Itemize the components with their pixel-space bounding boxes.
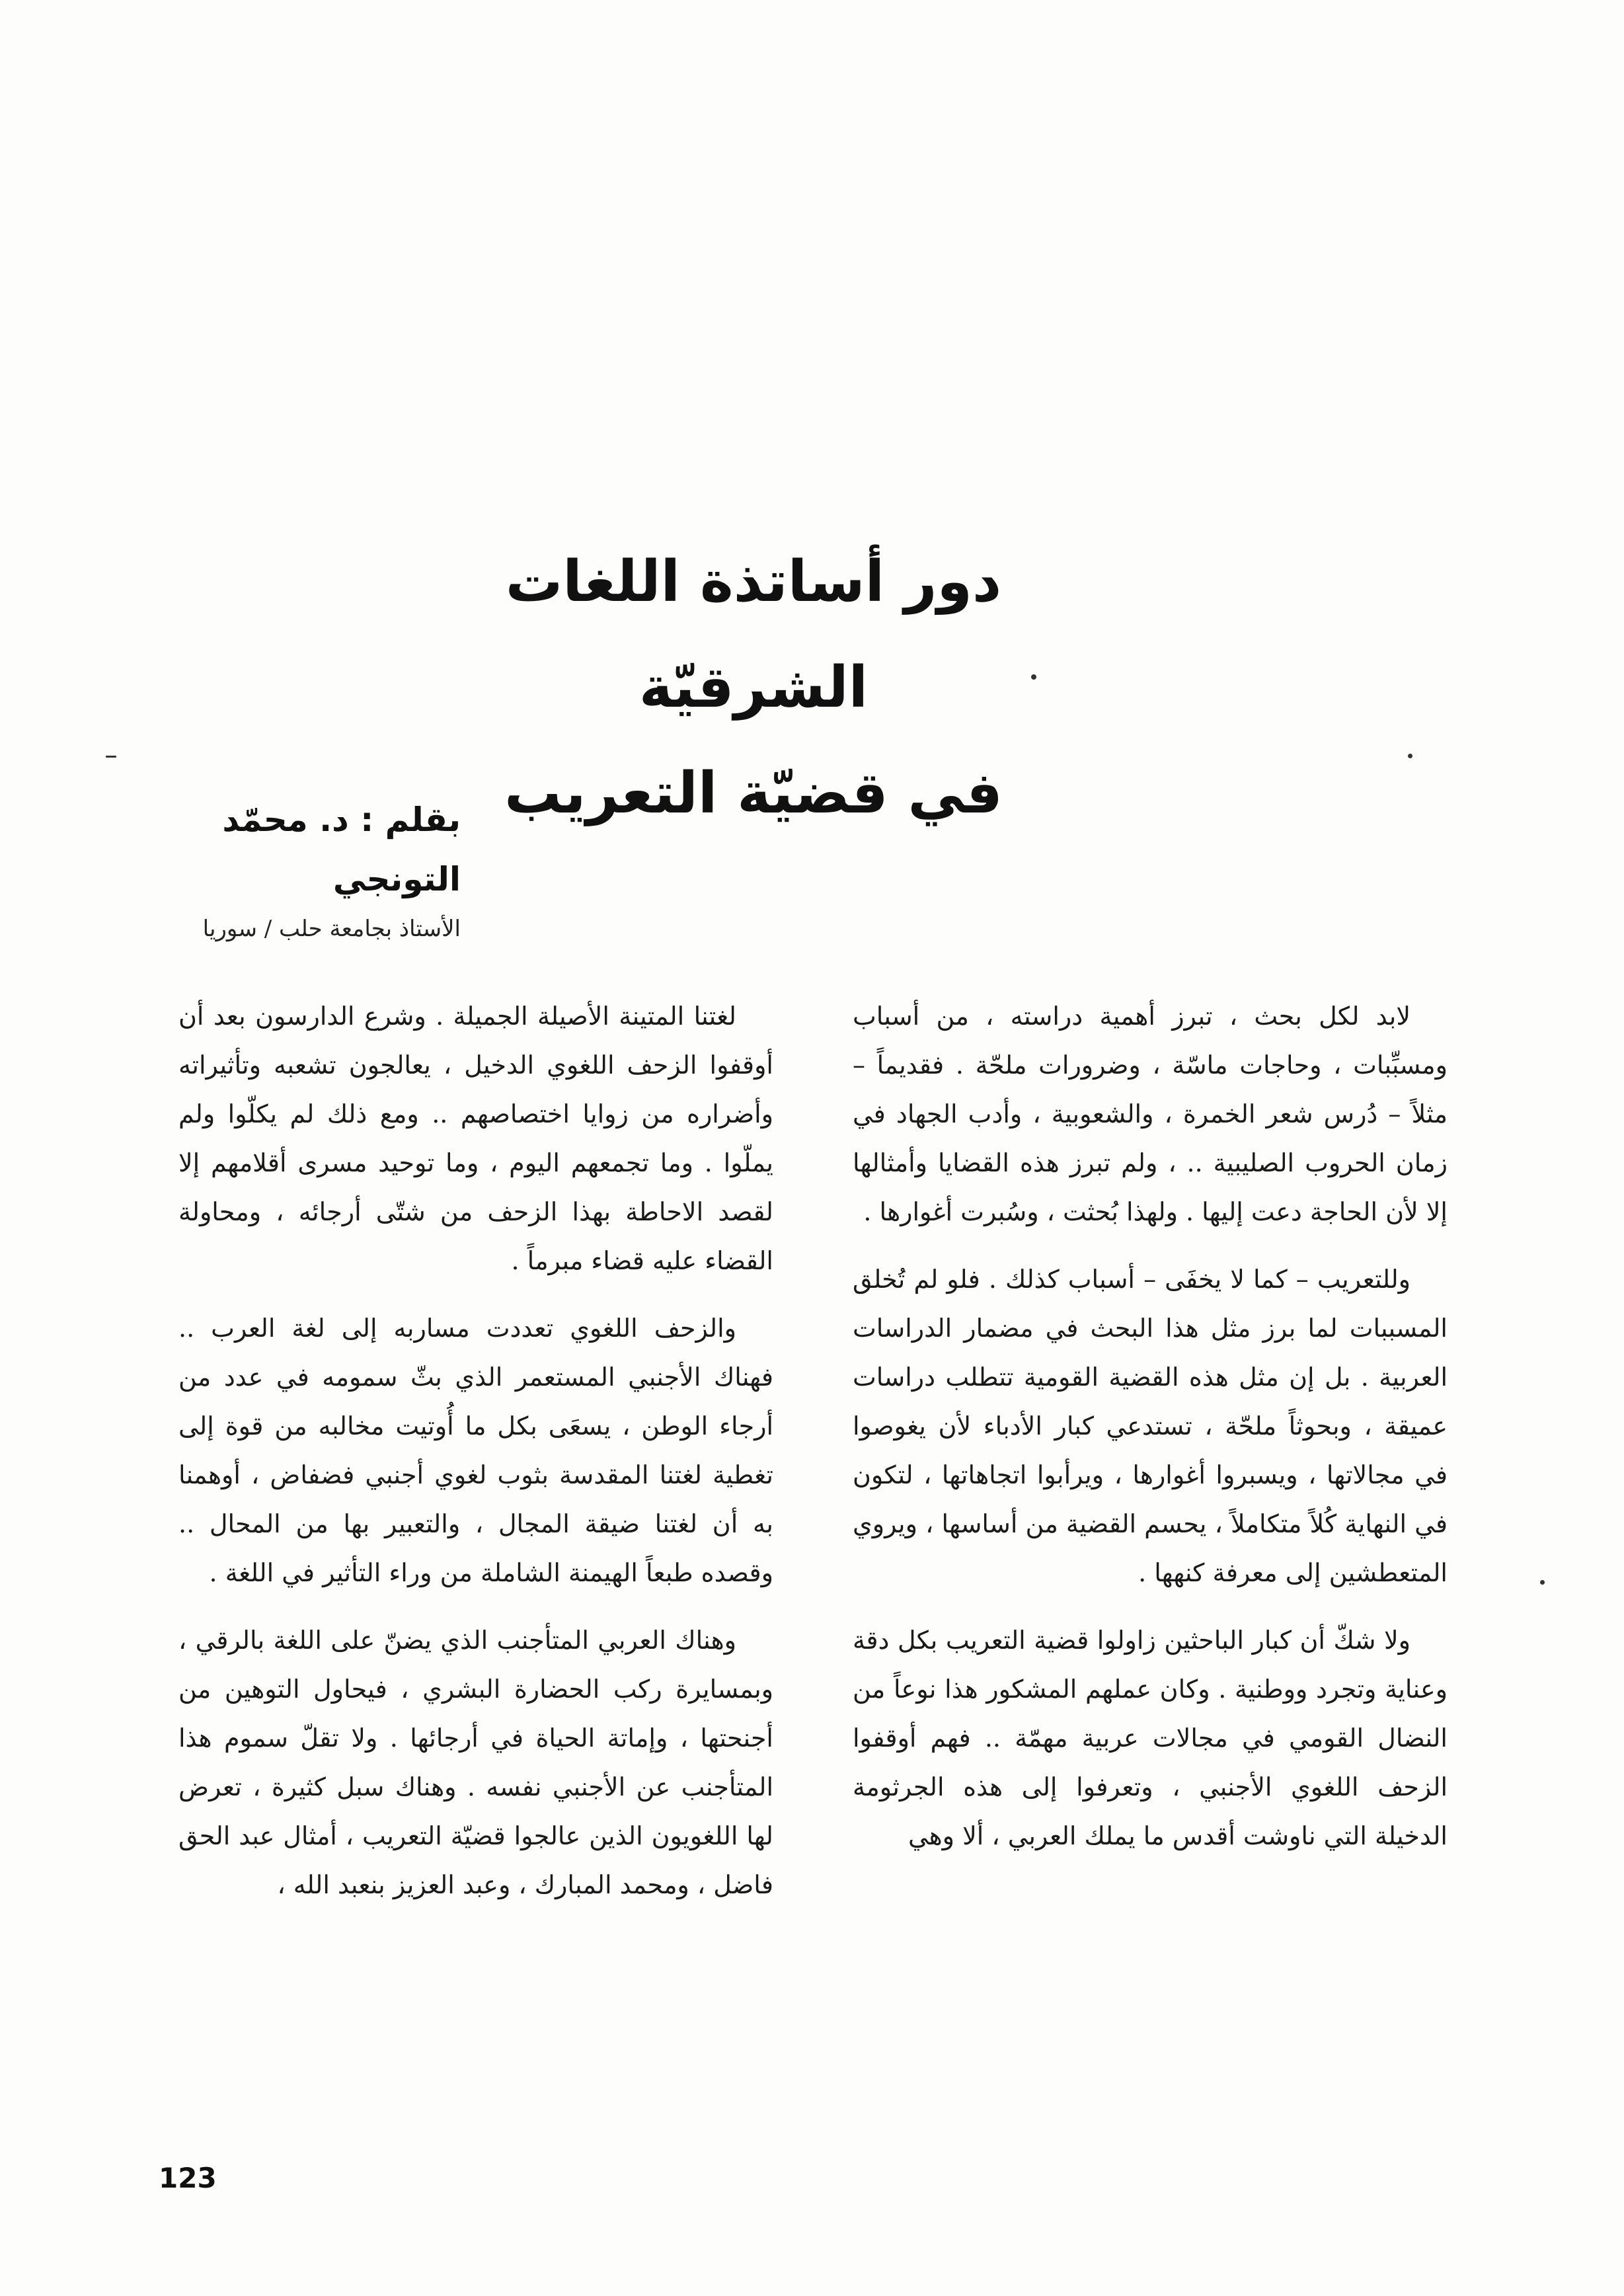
scan-speck xyxy=(106,756,116,758)
title-line-1: دور أساتذة اللغات الشرقيّة xyxy=(505,549,1002,721)
page-number: 123 xyxy=(159,2162,217,2194)
title-line-2: في قضيّة التعريب xyxy=(504,760,1003,826)
text-column-right xyxy=(853,992,1448,1879)
paragraph: وللتعريب – كما لا يخفَى – أسباب كذلك . فلو لم تُخلق المسببات لما برز مثل هذا البحث في مضمار الدراسات العربية . بل إن مثل هذه القضية القومية تتطلب دراسات عميقة ، وبحوثاً ملحّة ، تستدعي كبار الأدباء لأن يغوصوا في مجالاتها ، ويسبروا أغوارها ، ويرأبوا اتجاهاتها ، لتكون في النهاية كُلاً متكاملاً ، يحسم القضية من أساسها ، ويروي المتعطشين إلى معرفة كنهها . xyxy=(853,1265,1448,1587)
scan-speck xyxy=(1408,754,1412,758)
author-name: بقلم : د. محمّد التونجي xyxy=(222,801,461,898)
article-title xyxy=(397,529,1110,846)
scan-speck xyxy=(1540,1580,1545,1585)
text-column-left xyxy=(178,992,773,1928)
paragraph: لغتنا المتينة الأصيلة الجميلة . وشرع الدارسون بعد أن أوقفوا الزحف اللغوي الدخيل ، يعالجون تشعبه وتأثيراته وأضراره من زوايا اختصاصهم .. ومع ذلك لم يكلّوا ولم يملّوا . وما تجمعهم اليوم ، وما توحيد مسرى أقلامهم إلا لقصد الاحاطة بهذا الزحف من شتّى أرجائه ، ومحاولة القضاء عليه قضاء مبرماً . xyxy=(178,1002,773,1275)
byline xyxy=(117,790,461,949)
paragraph: ولا شكّ أن كبار الباحثين زاولوا قضية التعريب بكل دقة وعناية وتجرد ووطنية . وكان عملهم المشكور هذا نوعاً من النضال القومي في مجالات عربية مهمّة .. فهم أوقفوا الزحف اللغوي الأجنبي ، وتعرفوا إلى هذه الجرثومة الدخيلة التي ناوشت أقدس ما يملك العربي ، ألا وهي xyxy=(853,1626,1448,1850)
author-affiliation: الأستاذ بجامعة حلب / سوريا xyxy=(202,916,461,942)
paragraph: لابد لكل بحث ، تبرز أهمية دراسته ، من أسباب ومسبِّبات ، وحاجات ماسّة ، وضرورات ملحّة . فقديماً – مثلاً – دُرس شعر الخمرة ، والشعوبية ، وأدب الجهاد في زمان الحروب الصليبية .. ، ولم تبرز هذه القضايا وأمثالها إلا لأن الحاجة دعت إليها . ولهذا بُحثت ، وسُبرت أغوارها . xyxy=(853,1002,1448,1226)
scan-speck xyxy=(1031,674,1036,680)
paragraph: والزحف اللغوي تعددت مساربه إلى لغة العرب .. فهناك الأجنبي المستعمر الذي بثّ سمومه في عدد من أرجاء الوطن ، يسعَى بكل ما أُوتيت مخالبه من قوة إلى تغطية لغتنا المقدسة بثوب لغوي أجنبي فضفاض ، أوهمنا به أن لغتنا ضيقة المجال ، والتعبير بها من المحال .. وقصده طبعاً الهيمنة الشاملة من وراء التأثير في اللغة . xyxy=(178,1314,773,1587)
paragraph: وهناك العربي المتأجنب الذي يضنّ على اللغة بالرقي ، وبمسايرة ركب الحضارة البشري ، فيحاول التوهين من أجنحتها ، وإماتة الحياة في أرجائها . ولا تقلّ سموم هذا المتأجنب عن الأجنبي نفسه . وهناك سبل كثيرة ، تعرض لها اللغويون الذين عالجوا قضيّة التعريب ، أمثال عبد الحق فاضل ، ومحمد المبارك ، وعبد العزيز بنعبد الله ، xyxy=(178,1626,773,1899)
